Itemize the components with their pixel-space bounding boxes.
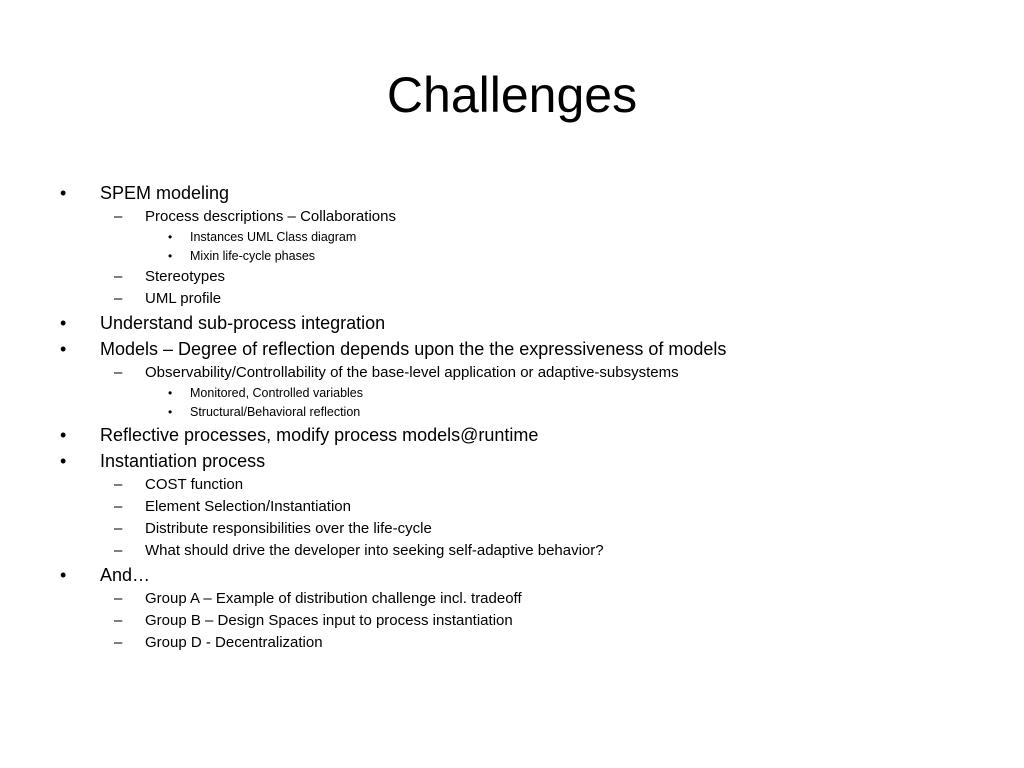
bullet-marker: • [60, 565, 67, 585]
list-item [0, 362, 1000, 384]
dash-marker: – [114, 364, 123, 381]
list-item-text: Structural/Behavioral reflection [190, 405, 361, 419]
list-item [0, 206, 1000, 228]
dash-marker: – [114, 208, 123, 225]
list-item-text: Instances UML Class diagram [190, 230, 357, 244]
list-item [0, 474, 1000, 496]
bullet-marker: • [168, 405, 173, 419]
dash-marker: – [114, 498, 123, 515]
list-item [0, 228, 1000, 247]
list-item [0, 310, 1000, 336]
list-item [0, 518, 1000, 540]
list-item [0, 266, 1000, 288]
bullet-marker: • [168, 230, 173, 244]
list-item [0, 180, 1000, 206]
list-item [0, 448, 1000, 474]
list-item-text: Group B – Design Spaces input to process instantiation [145, 612, 513, 629]
bullet-marker: • [60, 425, 67, 445]
list-item-text: Element Selection/Instantiation [145, 498, 351, 515]
dash-marker: – [114, 476, 123, 493]
bullet-list [0, 180, 1000, 654]
dash-marker: – [114, 634, 123, 651]
list-item-text: Monitored, Controlled variables [190, 386, 364, 400]
list-item-text: Mixin life-cycle phases [190, 249, 316, 263]
list-item-text: Process descriptions – Collaborations [145, 208, 396, 225]
dash-marker: – [114, 612, 123, 629]
bullet-marker: • [60, 451, 67, 471]
list-item [0, 610, 1000, 632]
dash-marker: – [114, 268, 123, 285]
list-item [0, 588, 1000, 610]
list-item-text: UML profile [145, 290, 222, 307]
list-item-text: Reflective processes, modify process models@runtime [100, 425, 539, 445]
slide-title: Challenges [386, 67, 638, 123]
bullet-marker: • [60, 339, 67, 359]
dash-marker: – [114, 542, 123, 559]
list-item [0, 384, 1000, 403]
list-item-text: COST function [145, 476, 244, 493]
list-item-text: Distribute responsibilities over the life-cycle [145, 520, 432, 537]
list-item [0, 632, 1000, 654]
list-item-text: Understand sub-process integration [100, 313, 386, 333]
list-item-text: Stereotypes [145, 268, 226, 285]
list-item-text: What should drive the developer into seeking self-adaptive behavior? [145, 542, 604, 559]
bullet-marker: • [168, 249, 173, 263]
list-item [0, 540, 1000, 562]
dash-marker: – [114, 590, 123, 607]
list-item [0, 247, 1000, 266]
list-item-text: Instantiation process [100, 451, 266, 471]
list-item [0, 288, 1000, 310]
list-item-text: Group D - Decentralization [145, 634, 323, 651]
list-item [0, 403, 1000, 422]
list-item [0, 422, 1000, 448]
list-item-text: And… [100, 565, 151, 585]
list-item-text: Group A – Example of distribution challenge incl. tradeoff [145, 590, 522, 607]
list-item-text: SPEM modeling [100, 183, 230, 203]
list-item [0, 562, 1000, 588]
list-item [0, 336, 1000, 362]
list-item-text: Models – Degree of reflection depends upon the the expressiveness of models [100, 339, 727, 359]
dash-marker: – [114, 520, 123, 537]
bullet-marker: • [60, 183, 67, 203]
bullet-marker: • [168, 386, 173, 400]
list-item-text: Observability/Controllability of the base-level application or adaptive-subsystems [145, 364, 679, 381]
list-item [0, 496, 1000, 518]
bullet-marker: • [60, 313, 67, 333]
dash-marker: – [114, 290, 123, 307]
